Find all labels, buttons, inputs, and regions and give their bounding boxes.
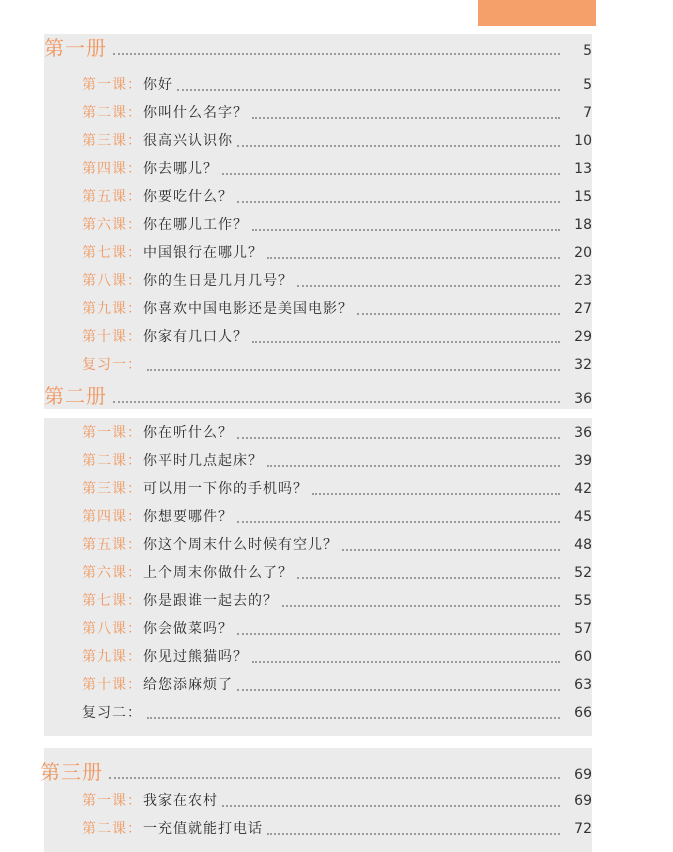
dot-leader [237, 436, 560, 439]
page-number: 23 [574, 273, 592, 289]
page-number: 29 [574, 329, 592, 345]
page-number: 10 [574, 133, 592, 149]
lesson-label: 第二课： [82, 821, 142, 837]
page-number: 69 [574, 767, 592, 783]
lesson-title: 你要吃什么？ [143, 189, 233, 205]
lesson-label: 第三课： [82, 133, 142, 149]
lesson-title: 你在听什么？ [143, 425, 233, 441]
lesson-label: 第五课： [82, 537, 142, 553]
page-number: 20 [574, 245, 592, 261]
toc-entry[interactable] [82, 214, 592, 238]
toc-book-heading[interactable] [44, 32, 592, 62]
dot-leader [237, 688, 560, 691]
lesson-title: 你去哪儿？ [143, 161, 218, 177]
lesson-title: 你在哪儿工作？ [143, 217, 248, 233]
page-number: 45 [574, 509, 592, 525]
page-number: 27 [574, 301, 592, 317]
lesson-title: 你家有几口人？ [143, 329, 248, 345]
lesson-label: 第七课： [82, 245, 142, 261]
lesson-label: 第七课： [82, 593, 142, 609]
lesson-label: 第四课： [82, 509, 142, 525]
page-number: 52 [574, 565, 592, 581]
dot-leader [282, 604, 560, 607]
book-name: 第三册 [40, 760, 103, 784]
page-number: 42 [574, 481, 592, 497]
lesson-title: 可以用一下你的手机吗？ [143, 481, 308, 497]
page-number: 60 [574, 649, 592, 665]
dot-leader [267, 464, 560, 467]
lesson-label: 复习一： [82, 357, 142, 373]
toc-entry[interactable] [82, 242, 592, 266]
toc-entry[interactable] [82, 130, 592, 154]
lesson-title: 给您添麻烦了 [143, 677, 233, 693]
dot-leader [147, 368, 560, 371]
lesson-label: 第一课： [82, 425, 142, 441]
page-number: 36 [574, 391, 592, 407]
lesson-label: 第十课： [82, 677, 142, 693]
dot-leader [252, 116, 560, 119]
lesson-label: 第九课： [82, 301, 142, 317]
dot-leader [147, 716, 560, 719]
page-number: 55 [574, 593, 592, 609]
lesson-title: 中国银行在哪儿？ [143, 245, 263, 261]
toc-entry[interactable] [82, 562, 592, 586]
dot-leader [297, 576, 560, 579]
dot-leader [342, 548, 560, 551]
lesson-title: 你喜欢中国电影还是美国电影？ [143, 301, 353, 317]
dot-leader [252, 340, 560, 343]
dot-leader [357, 312, 560, 315]
dot-leader [252, 228, 560, 231]
lesson-title: 你平时几点起床？ [143, 453, 263, 469]
toc-entry-review[interactable] [82, 702, 592, 726]
lesson-title: 一充值就能打电话 [143, 821, 263, 837]
lesson-title: 你会做菜吗？ [143, 621, 233, 637]
dot-leader [222, 804, 560, 807]
lesson-title: 你见过熊猫吗？ [143, 649, 248, 665]
dot-leader [237, 144, 560, 147]
page-number: 72 [574, 821, 592, 837]
toc-entry[interactable] [82, 646, 592, 670]
lesson-title: 我家在农村 [143, 793, 218, 809]
lesson-title: 你的生日是几月几号？ [143, 273, 293, 289]
page-number: 69 [574, 793, 592, 809]
lesson-label: 第九课： [82, 649, 142, 665]
dot-leader [237, 520, 560, 523]
page-number: 18 [574, 217, 592, 233]
toc-entry[interactable] [82, 818, 592, 842]
toc-entry[interactable] [82, 534, 592, 558]
page-number: 36 [574, 425, 592, 441]
toc-entry[interactable] [82, 186, 592, 210]
lesson-title: 你叫什么名字？ [143, 105, 248, 121]
page-number: 57 [574, 621, 592, 637]
toc-entry[interactable] [82, 158, 592, 182]
page-number: 66 [574, 705, 592, 721]
toc-entry[interactable] [82, 478, 592, 502]
header-tab-decoration [478, 0, 596, 26]
lesson-label: 复习二： [82, 705, 142, 721]
page-number: 5 [583, 77, 592, 93]
page-number: 32 [574, 357, 592, 373]
lesson-title: 你好 [143, 77, 173, 93]
lesson-title: 你想要哪件？ [143, 509, 233, 525]
lesson-label: 第八课： [82, 273, 142, 289]
dot-leader [113, 400, 560, 403]
page-number: 13 [574, 161, 592, 177]
toc-entry[interactable] [82, 450, 592, 474]
dot-leader [267, 832, 560, 835]
lesson-label: 第六课： [82, 565, 142, 581]
page-number: 7 [583, 105, 592, 121]
toc-entry[interactable] [82, 270, 592, 294]
dot-leader [177, 88, 560, 91]
toc-entry[interactable] [82, 506, 592, 530]
lesson-label: 第二课： [82, 453, 142, 469]
toc-book-heading[interactable] [44, 380, 592, 410]
dot-leader [237, 200, 560, 203]
lesson-label: 第三课： [82, 481, 142, 497]
toc-entry[interactable] [82, 74, 592, 98]
lesson-label: 第八课： [82, 621, 142, 637]
dot-leader [113, 52, 560, 55]
toc-entry[interactable] [82, 298, 592, 322]
lesson-label: 第一课： [82, 793, 142, 809]
lesson-title: 你这个周末什么时候有空儿？ [143, 537, 338, 553]
toc-entry[interactable] [82, 674, 592, 698]
lesson-title: 上个周末你做什么了？ [143, 565, 293, 581]
book-name: 第一册 [44, 36, 107, 60]
lesson-label: 第十课： [82, 329, 142, 345]
lesson-label: 第四课： [82, 161, 142, 177]
dot-leader [252, 660, 560, 663]
page-number: 39 [574, 453, 592, 469]
book-name: 第二册 [44, 384, 107, 408]
lesson-label: 第二课： [82, 105, 142, 121]
page-number: 15 [574, 189, 592, 205]
dot-leader [109, 776, 560, 779]
toc-book-heading[interactable] [40, 756, 592, 786]
dot-leader [267, 256, 560, 259]
lesson-title: 很高兴认识你 [143, 133, 233, 149]
toc-entry[interactable] [82, 102, 592, 126]
dot-leader [222, 172, 560, 175]
page-number: 63 [574, 677, 592, 693]
toc-entry[interactable] [82, 618, 592, 642]
dot-leader [312, 492, 560, 495]
lesson-title: 你是跟谁一起去的？ [143, 593, 278, 609]
toc-entry[interactable] [82, 590, 592, 614]
toc-entry[interactable] [82, 422, 592, 446]
lesson-label: 第六课： [82, 217, 142, 233]
lesson-label: 第一课： [82, 77, 142, 93]
page-number: 48 [574, 537, 592, 553]
toc-entry[interactable] [82, 326, 592, 350]
toc-entry[interactable] [82, 790, 592, 814]
dot-leader [237, 632, 560, 635]
toc-entry-review[interactable] [82, 354, 592, 378]
dot-leader [297, 284, 560, 287]
page-number: 5 [583, 43, 592, 59]
lesson-label: 第五课： [82, 189, 142, 205]
